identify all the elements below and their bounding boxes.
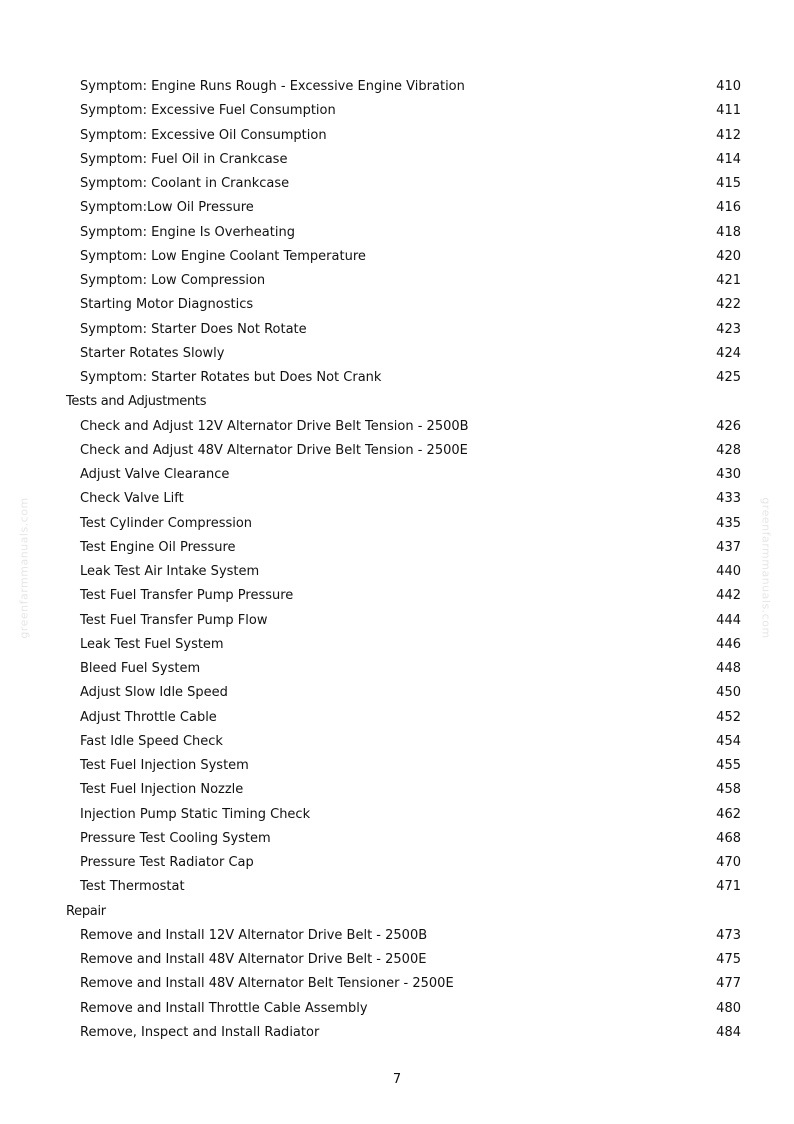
toc-entry[interactable] — [0, 560, 794, 584]
entry-title: Leak Test Fuel System — [80, 636, 224, 652]
entry-page-number: 422 — [716, 297, 741, 313]
entry-title: Adjust Valve Clearance — [80, 467, 230, 482]
toc-entry[interactable] — [0, 972, 794, 996]
toc-entry[interactable] — [0, 924, 794, 948]
entry-page-number: 414 — [716, 151, 741, 167]
entry-title: Symptom: Excessive Fuel Consumption — [80, 103, 336, 119]
entry-title: Test Fuel Injection Nozzle — [80, 782, 244, 798]
entry-title: Remove and Install 48V Alternator Drive Belt - 2500E — [80, 952, 427, 967]
toc-entry[interactable] — [0, 196, 794, 220]
entry-title: Test Fuel Transfer Pump Flow — [80, 612, 268, 628]
entry-title: Remove, Inspect and Install Radiator — [80, 1024, 320, 1040]
entry-page-number: 470 — [716, 855, 741, 870]
entry-title: Symptom:Low Oil Pressure — [80, 200, 254, 216]
entry-page-number: 455 — [716, 758, 741, 773]
toc-entry[interactable] — [0, 851, 794, 875]
entry-page-number: 468 — [716, 830, 741, 846]
toc-entry[interactable] — [0, 318, 794, 342]
toc-entry[interactable] — [0, 754, 794, 778]
entry-page-number: 426 — [716, 418, 741, 434]
entry-title: Check and Adjust 48V Alternator Drive Belt Tension - 2500E — [80, 442, 468, 458]
entry-title: Check and Adjust 12V Alternator Drive Belt Tension - 2500B — [80, 418, 469, 434]
entry-page-number: 415 — [716, 176, 741, 191]
entry-title: Starter Rotates Slowly — [80, 345, 225, 361]
entry-page-number: 473 — [716, 927, 741, 943]
table-of-contents — [0, 75, 794, 1045]
toc-section-heading — [0, 390, 794, 414]
entry-title: Symptom: Fuel Oil in Crankcase — [80, 151, 288, 167]
toc-entry[interactable] — [0, 269, 794, 293]
entry-title: Symptom: Low Compression — [80, 273, 266, 288]
entry-page-number: 448 — [716, 661, 741, 676]
entry-title: Test Cylinder Compression — [80, 515, 253, 531]
entry-page-number: 471 — [716, 879, 741, 895]
entry-page-number: 454 — [716, 733, 741, 749]
entry-title: Remove and Install 12V Alternator Drive Belt - 2500B — [80, 927, 428, 943]
section-title: Tests and Adjustments — [66, 394, 207, 410]
entry-page-number: 425 — [716, 370, 741, 385]
entry-page-number: 433 — [716, 491, 741, 507]
entry-page-number: 475 — [716, 952, 741, 967]
toc-entry[interactable] — [0, 609, 794, 633]
toc-entry[interactable] — [0, 99, 794, 123]
toc-entry[interactable] — [0, 778, 794, 802]
entry-page-number: 444 — [716, 612, 741, 628]
toc-section-heading — [0, 900, 794, 924]
toc-entry[interactable] — [0, 439, 794, 463]
entry-page-number: 423 — [716, 321, 741, 337]
entry-title: Remove and Install 48V Alternator Belt Tensioner - 2500E — [80, 976, 454, 992]
entry-page-number: 437 — [716, 539, 741, 555]
entry-page-number: 412 — [716, 127, 741, 143]
entry-page-number: 421 — [716, 273, 741, 288]
entry-title: Fast Idle Speed Check — [80, 733, 223, 749]
toc-entry[interactable] — [0, 803, 794, 827]
toc-entry[interactable] — [0, 172, 794, 196]
entry-page-number: 418 — [716, 224, 741, 240]
entry-page-number: 442 — [716, 588, 741, 604]
toc-entry[interactable] — [0, 512, 794, 536]
entry-page-number: 462 — [716, 806, 741, 822]
toc-entry[interactable] — [0, 124, 794, 148]
page-number: 7 — [392, 1072, 402, 1087]
entry-title: Symptom: Starter Does Not Rotate — [80, 321, 307, 337]
toc-entry[interactable] — [0, 948, 794, 972]
entry-title: Starting Motor Diagnostics — [80, 297, 254, 313]
entry-page-number: 446 — [716, 636, 741, 652]
entry-title: Check Valve Lift — [80, 491, 184, 507]
toc-entry[interactable] — [0, 997, 794, 1021]
entry-page-number: 428 — [716, 442, 741, 458]
toc-entry[interactable] — [0, 536, 794, 560]
entry-title: Adjust Slow Idle Speed — [80, 685, 228, 701]
entry-title: Symptom: Coolant in Crankcase — [80, 176, 290, 191]
entry-title: Symptom: Engine Is Overheating — [80, 224, 295, 240]
toc-entry[interactable] — [0, 1021, 794, 1045]
entry-page-number: 477 — [716, 976, 741, 992]
toc-entry[interactable] — [0, 245, 794, 269]
entry-title: Test Fuel Injection System — [80, 758, 249, 773]
toc-entry[interactable] — [0, 293, 794, 317]
entry-title: Symptom: Engine Runs Rough - Excessive Engine Vibration — [80, 79, 465, 94]
entry-page-number: 440 — [716, 564, 741, 579]
entry-page-number: 458 — [716, 782, 741, 798]
entry-title: Remove and Install Throttle Cable Assembly — [80, 1000, 368, 1016]
entry-title: Symptom: Starter Rotates but Does Not Crank — [80, 370, 382, 385]
entry-page-number: 484 — [716, 1024, 741, 1040]
entry-page-number: 452 — [716, 709, 741, 725]
toc-entry[interactable] — [0, 875, 794, 899]
toc-entry[interactable] — [0, 827, 794, 851]
toc-entry[interactable] — [0, 463, 794, 487]
entry-page-number: 416 — [716, 200, 741, 216]
entry-page-number: 480 — [716, 1000, 741, 1016]
toc-entry[interactable] — [0, 657, 794, 681]
entry-page-number: 435 — [716, 515, 741, 531]
toc-entry[interactable] — [0, 730, 794, 754]
entry-title: Test Thermostat — [80, 879, 185, 895]
entry-title: Symptom: Excessive Oil Consumption — [80, 127, 327, 143]
toc-entry[interactable] — [0, 415, 794, 439]
toc-entry[interactable] — [0, 148, 794, 172]
entry-title: Pressure Test Radiator Cap — [80, 855, 254, 870]
entry-page-number: 450 — [716, 685, 741, 701]
toc-entry[interactable] — [0, 75, 794, 99]
entry-title: Test Fuel Transfer Pump Pressure — [80, 588, 294, 604]
toc-entry[interactable] — [0, 681, 794, 705]
toc-entry[interactable] — [0, 366, 794, 390]
entry-title: Test Engine Oil Pressure — [80, 539, 236, 555]
entry-page-number: 424 — [716, 345, 741, 361]
toc-entry[interactable] — [0, 584, 794, 608]
entry-page-number: 420 — [716, 248, 741, 264]
toc-entry[interactable] — [0, 221, 794, 245]
entry-page-number: 411 — [716, 103, 741, 119]
entry-title: Bleed Fuel System — [80, 661, 201, 676]
entry-title: Injection Pump Static Timing Check — [80, 806, 311, 822]
entry-title: Symptom: Low Engine Coolant Temperature — [80, 248, 366, 264]
entry-title: Pressure Test Cooling System — [80, 830, 271, 846]
toc-entry[interactable] — [0, 342, 794, 366]
toc-entry[interactable] — [0, 487, 794, 511]
entry-page-number: 410 — [716, 79, 741, 94]
entry-page-number: 430 — [716, 467, 741, 482]
watermark-right: greenfarmmanuals.com — [759, 497, 773, 639]
entry-title: Leak Test Air Intake System — [80, 564, 260, 579]
entry-title: Adjust Throttle Cable — [80, 709, 217, 725]
toc-entry[interactable] — [0, 706, 794, 730]
toc-entry[interactable] — [0, 633, 794, 657]
watermark-left: greenfarmmanuals.com — [17, 497, 31, 639]
section-title: Repair — [66, 903, 106, 919]
